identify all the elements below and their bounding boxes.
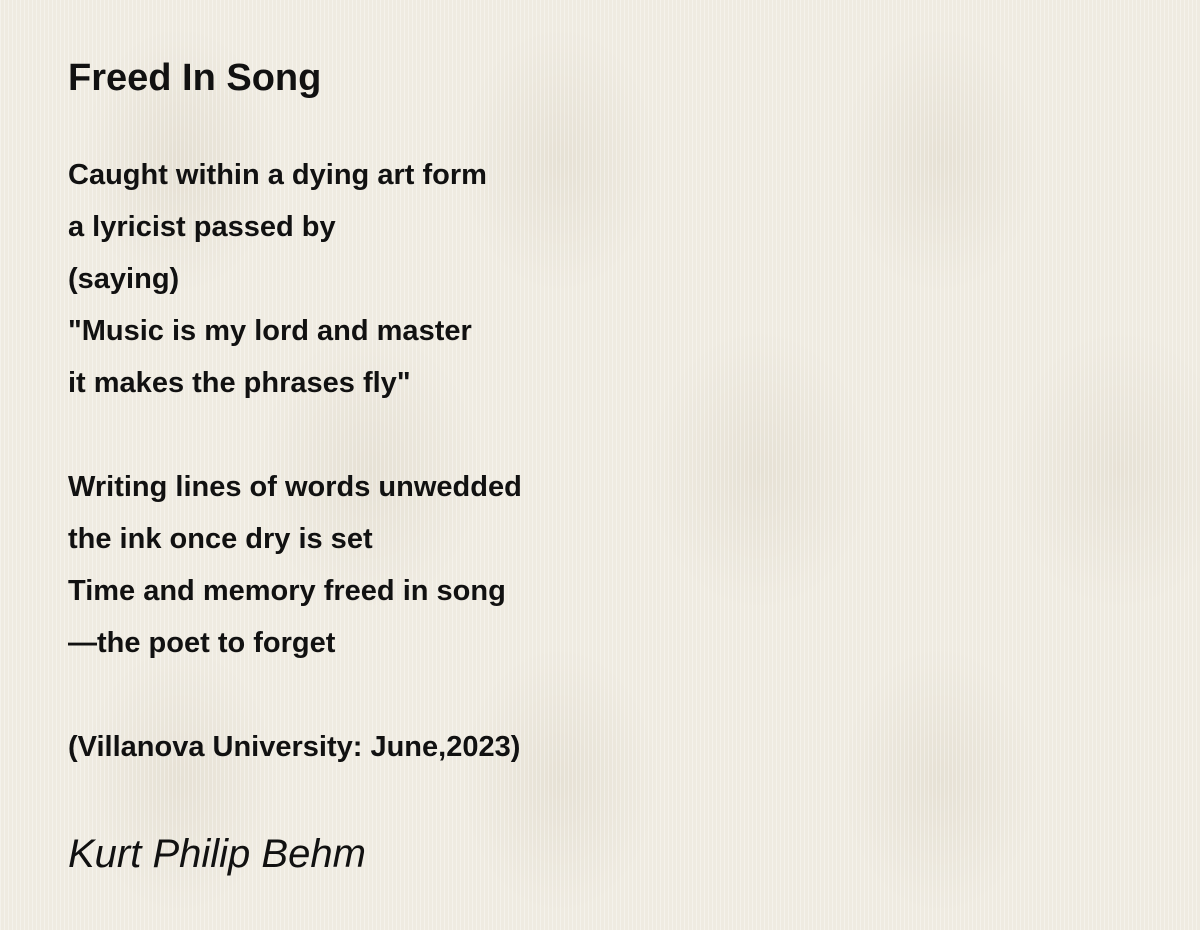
stanza-3 bbox=[68, 721, 1128, 773]
poem-line: a lyricist passed by bbox=[68, 211, 336, 243]
poem-line: "Music is my lord and master bbox=[68, 315, 472, 347]
poem-line: —the poet to forget bbox=[68, 627, 336, 659]
poem-line: Writing lines of words unwedded bbox=[68, 471, 522, 503]
poem-line: (saying) bbox=[68, 263, 180, 295]
stanza-2 bbox=[68, 461, 1128, 669]
poem-line: the ink once dry is set bbox=[68, 523, 373, 555]
poem-title: Freed In Song bbox=[68, 57, 322, 99]
poem-container bbox=[68, 55, 1128, 773]
poem-line: Caught within a dying art form bbox=[68, 159, 487, 191]
poem-author: Kurt Philip Behm bbox=[68, 832, 366, 876]
stanza-1 bbox=[68, 149, 1128, 409]
poem-line: it makes the phrases fly" bbox=[68, 367, 411, 399]
poem-note: (Villanova University: June,2023) bbox=[68, 731, 521, 763]
poem-line: Time and memory freed in song bbox=[68, 575, 506, 607]
